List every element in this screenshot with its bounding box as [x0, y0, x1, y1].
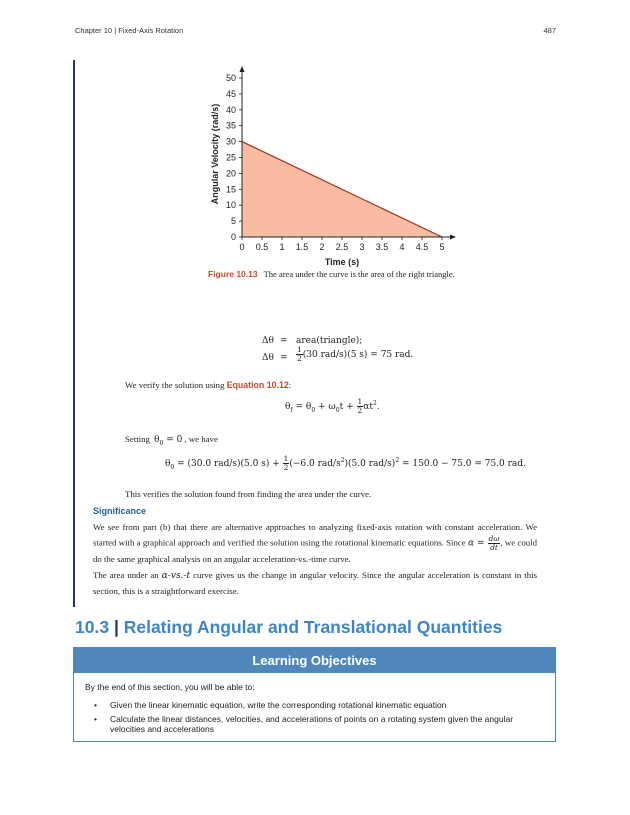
objective-text: Given the linear kinematic equation, write the corresponding rotational kinematic equation [110, 700, 447, 710]
eq4-part-c: (−6.0 rad/s [289, 459, 341, 469]
bullet: • [94, 713, 97, 724]
equation-area-1 [262, 336, 274, 346]
eq1-op: = [280, 336, 288, 346]
eq3-sub-0: 0 [311, 406, 316, 414]
example-left-rule [73, 60, 75, 607]
sig-alpha: α = [468, 538, 488, 549]
eq3-sub-f: f [290, 406, 293, 414]
y-tick-label: 20 [225, 168, 236, 179]
setting-post: , we have [184, 434, 218, 444]
learning-objectives-list [94, 700, 539, 738]
learning-objectives-heading: Learning Objectives [74, 648, 555, 673]
section-number: 10.3 [75, 617, 110, 637]
verify-text: We verify the solution using [125, 380, 227, 390]
eq3-frac-den: 2 [357, 406, 363, 415]
setting-sentence [125, 432, 218, 451]
significance-heading: Significance [93, 506, 147, 516]
x-axis-label: Time (s) [324, 257, 360, 267]
setting-eq: = 0 [163, 435, 183, 445]
eq4-part-d: )(5.0 rad/s) [344, 459, 396, 469]
eq2-rhs: (30 rad/s)(5 s) = 75 rad. [302, 350, 414, 360]
equation-area-2 [296, 346, 413, 363]
y-tick-label: 45 [225, 88, 236, 99]
significance-paragraph-1 [93, 520, 537, 567]
x-tick-label: 5 [439, 242, 445, 252]
eq3-frac-num: 1 [357, 397, 363, 406]
angular-velocity-chart [200, 62, 470, 272]
y-tick-label: 35 [225, 120, 236, 131]
figure-caption-text: The area under the curve is the area of the right triangle. [263, 269, 455, 279]
learning-objectives-intro: By the end of this section, you will be able to: [85, 682, 255, 692]
eq3-sup: 2 [372, 400, 377, 407]
y-tick-label: 25 [225, 152, 236, 163]
eq4-part-b: = (30.0 rad/s)(5.0 s) + [174, 459, 283, 469]
eq4-part-e: = 150.0 − 75.0 = 75.0 rad. [399, 459, 526, 469]
sig-p2-curve: α-vs.-t [161, 571, 191, 581]
sig-p1-b: , we could do the same graphical analysis on an angular acceleration-vs.-time curve. [93, 537, 538, 564]
plot-area [226, 66, 456, 252]
eq4-frac-den: 2 [283, 463, 289, 472]
running-header-chapter: Chapter 10 | Fixed-Axis Rotation [75, 26, 184, 35]
verify-sentence [125, 378, 291, 393]
eq4-sup1: 2 [340, 457, 345, 464]
list-item [94, 700, 539, 711]
page-number: 487 [543, 26, 556, 35]
bullet: • [94, 700, 97, 710]
y-tick-label: 5 [230, 216, 236, 227]
x-tick-label: 1 [279, 242, 285, 252]
learning-objectives-box [73, 647, 556, 742]
sig-frac-num: dω [488, 534, 500, 543]
x-tick-label: 2 [319, 242, 325, 252]
eq3-part-b: = θ [292, 402, 312, 412]
sig-p2-a: The area under an [93, 570, 162, 580]
y-tick-label: 40 [225, 104, 236, 115]
x-tick-label: 4.5 [415, 242, 429, 252]
eq2-op: = [280, 353, 288, 363]
setting-theta: θ [154, 435, 160, 445]
y-tick-label: 0 [230, 232, 236, 242]
eq3-part-c: + ω [315, 402, 336, 412]
y-tick-label: 15 [225, 184, 236, 195]
eq2-lhs: Δθ [262, 353, 274, 363]
eq2-frac-num: 1 [297, 345, 302, 354]
equation-link[interactable]: Equation 10.12 [226, 380, 289, 390]
sig-p1-a: We see from part (b) that there are alternative approaches to analyzing fixed-axis rotation with constant acceleration. We started with a graphical approach and verified the solution using the rotational kinematic equations. Since [93, 522, 537, 548]
figure-label: Figure 10.13 [208, 269, 258, 279]
eq3-theta: θ [285, 402, 291, 412]
eq3-part-d: t + [339, 402, 357, 412]
kinematic-equation [285, 398, 380, 415]
eq1-rhs: area(triangle); [296, 336, 363, 346]
x-tick-label: 3 [359, 242, 365, 252]
numeric-equation [165, 455, 526, 472]
x-tick-label: 0 [239, 242, 245, 252]
section-separator: | [113, 617, 119, 637]
eq4-sub: 0 [170, 463, 175, 471]
setting-pre: Setting [125, 434, 153, 444]
list-item [94, 714, 539, 735]
eq3-sub-0b: 0 [335, 406, 340, 414]
x-tick-label: 0.5 [255, 242, 269, 252]
verifies-sentence: This verifies the solution found from finding the area under the curve. [125, 489, 372, 499]
section-title: Relating Angular and Translational Quantities [123, 617, 503, 637]
y-axis-label: Angular Velocity (rad/s) [210, 103, 220, 205]
eq4-frac-num: 1 [283, 454, 289, 463]
x-tick-label: 3.5 [375, 242, 389, 252]
x-tick-label: 1.5 [295, 242, 309, 252]
section-heading [75, 617, 502, 638]
verify-colon: : [288, 380, 292, 390]
sig-frac-den: dt [490, 543, 498, 552]
eq2-frac-den: 2 [297, 354, 302, 363]
eq4-theta: θ [165, 459, 171, 469]
significance-paragraph-2 [93, 568, 537, 599]
eq3-part-e: αt [363, 402, 373, 412]
setting-sub: 0 [159, 439, 164, 447]
sig-p2-b: curve gives us the change in angular velocity. Since the angular acceleration is constant in this section, this is a straightforward exercise. [93, 570, 538, 596]
eq1-lhs: Δθ [262, 336, 274, 346]
eq3-period: . [376, 402, 380, 412]
figure-caption [208, 269, 468, 280]
x-tick-label: 4 [399, 242, 405, 252]
x-axis-arrow [450, 235, 456, 240]
x-tick-label: 2.5 [335, 242, 349, 252]
objective-text: Calculate the linear distances, velocities, and accelerations of points on a rotating system given the angular velocities and accelerations [110, 713, 514, 734]
y-tick-label: 30 [225, 136, 236, 147]
y-tick-label: 50 [225, 73, 236, 83]
eq4-sup2: 2 [395, 457, 400, 464]
y-tick-label: 10 [225, 200, 236, 211]
y-axis-arrow [240, 66, 245, 72]
